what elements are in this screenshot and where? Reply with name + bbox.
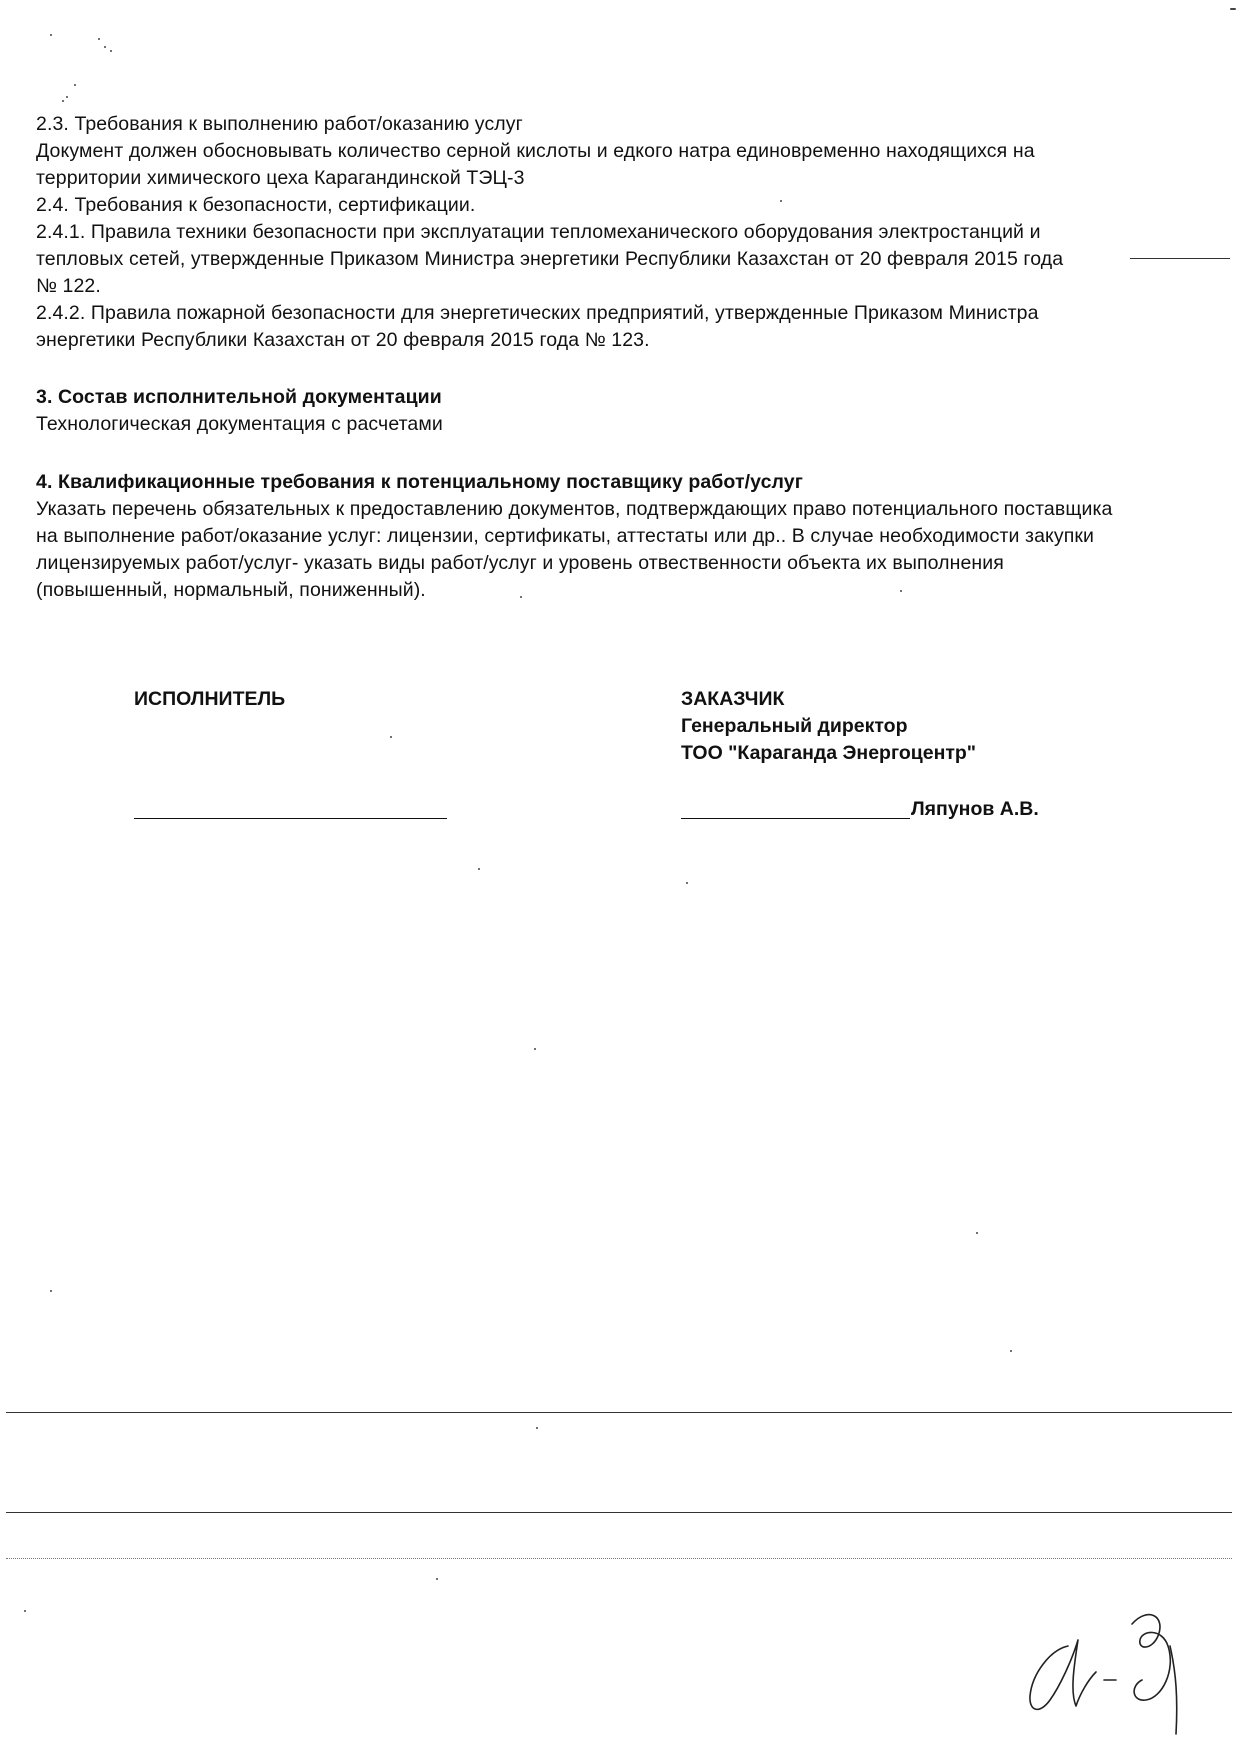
section-4-line-4: (повышенный, нормальный, пониженный).	[36, 579, 426, 601]
executor-label: ИСПОЛНИТЕЛЬ	[134, 688, 286, 710]
section-3	[36, 384, 1206, 438]
line-tail	[1130, 258, 1230, 259]
section-2-3-heading: 2.3. Требования к выполнению работ/оказанию услуг	[36, 113, 523, 135]
section-2-4	[36, 192, 1206, 354]
section-4-heading: 4. Квалификационные требования к потенциальному поставщику работ/услуг	[36, 471, 803, 493]
footer-rule-top	[6, 1412, 1232, 1413]
section-2-4-2-line-2: энергетики Республики Казахстан от 20 февраля 2015 года № 123.	[36, 329, 650, 351]
section-4-line-2: на выполнение работ/оказание услуг: лицензии, сертификаты, аттестаты или др.. В случае необходимости закупки	[36, 525, 1095, 547]
section-3-heading: 3. Состав исполнительной документации	[36, 386, 442, 408]
section-2-4-1-line-3: № 122.	[36, 275, 101, 297]
section-4	[36, 469, 1206, 604]
handwritten-initials-signature	[1020, 1588, 1190, 1738]
section-3-line-1: Технологическая документация с расчетами	[36, 413, 443, 435]
section-2-4-1-line-2: тепловых сетей, утвержденные Приказом Министра энергетики Республики Казахстан от 20 февраля 2015 года	[36, 248, 1064, 270]
section-2-3	[36, 111, 1206, 192]
section-2-3-line-1: Документ должен обосновывать количество серной кислоты и едкого натра единовременно находящихся на	[36, 140, 1035, 162]
footer-dotted-rule	[6, 1558, 1232, 1559]
customer-name: Ляпунов А.В.	[911, 798, 1039, 820]
section-4-line-3: лицензируемых работ/услуг- указать виды работ/услуг и уровень отвественности объекта их выполнения	[36, 552, 1004, 574]
section-2-4-heading: 2.4. Требования к безопасности, сертификации.	[36, 194, 476, 216]
section-2-4-2-line-1: 2.4.2. Правила пожарной безопасности для энергетических предприятий, утвержденные Приказом Министра	[36, 302, 1039, 324]
executor-signature-line	[134, 818, 447, 819]
section-2-3-line-2: территории химического цеха Карагандинской ТЭЦ-3	[36, 167, 525, 189]
customer-label: ЗАКАЗЧИК	[681, 688, 785, 710]
section-4-line-1: Указать перечень обязательных к предоставлению документов, подтверждающих право потенциального поставщика	[36, 498, 1113, 520]
customer-organization: ТОО "Караганда Энергоцентр"	[681, 742, 977, 764]
footer-rule-bottom	[6, 1512, 1232, 1513]
customer-position: Генеральный директор	[681, 715, 908, 737]
customer-signature-line	[681, 818, 910, 819]
section-2-4-1-line-1: 2.4.1. Правила техники безопасности при эксплуатации тепломеханического оборудования электростанций и	[36, 221, 1041, 243]
